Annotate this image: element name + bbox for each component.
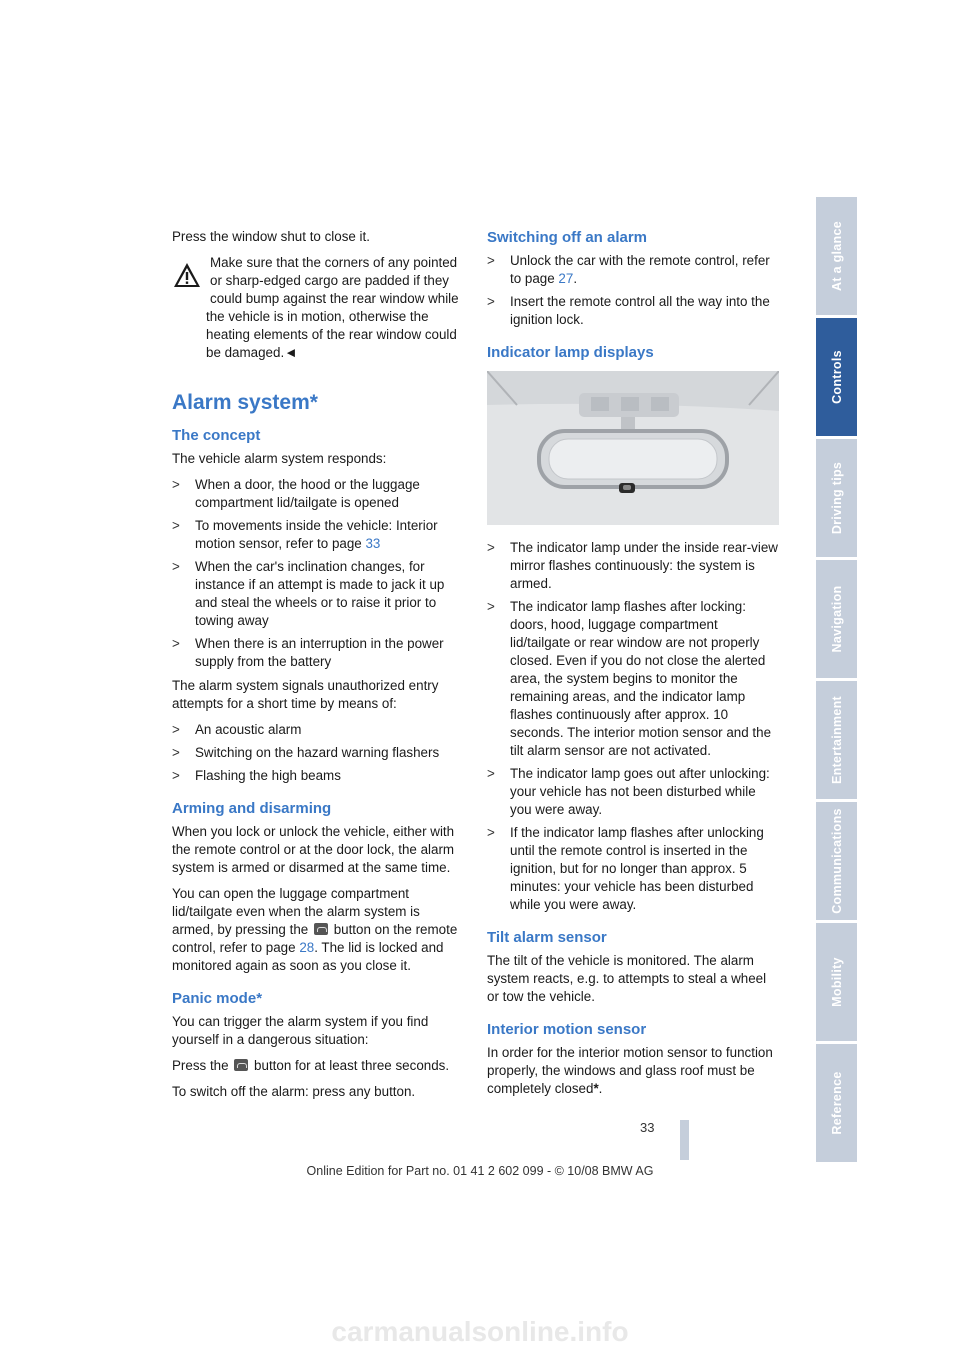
concept-list — [172, 476, 464, 671]
tilt-text: The tilt of the vehicle is monitored. The alarm system reacts, e.g. to attempts to steal a wheel or tow the vehicle. — [487, 953, 767, 1004]
arming-text-1: When you lock or unlock the vehicle, either with the remote control or at the door lock, the alarm system is armed or disarmed at the same time. — [172, 824, 455, 875]
tab-reference[interactable]: Reference — [816, 1044, 857, 1162]
warning-triangle-icon — [172, 260, 202, 290]
trunk-button-icon — [314, 923, 328, 935]
optional-star: * — [593, 1081, 599, 1096]
list-item: > The indicator lamp goes out after unlocking: your vehicle has not been disturbed while you were away. — [487, 766, 770, 817]
tab-communications[interactable]: Communications — [816, 802, 857, 920]
footer-text: Online Edition for Part no. 01 41 2 602 099 - © 10/08 BMW AG — [306, 1164, 654, 1178]
arming-text-2: You can open the luggage compartment lid/tailgate even when the alarm system is armed, by pressing the button on the remote control, refer to page 28. The lid is locked and monitored again as soon as you close it. — [172, 886, 458, 973]
tab-navigation[interactable]: Navigation — [816, 560, 857, 678]
list-item: > When a door, the hood or the luggage compartment lid/tailgate is opened — [172, 477, 420, 510]
page-link-33[interactable]: 33 — [365, 536, 381, 551]
list-item: > Insert the remote control all the way into the ignition lock. — [487, 294, 770, 327]
arming-heading: Arming and disarming — [172, 800, 332, 817]
panic-text-1: You can trigger the alarm system if you find yourself in a dangerous situation: — [172, 1014, 429, 1047]
tab-controls[interactable]: Controls — [816, 318, 857, 436]
end-marker: ◄ — [284, 345, 298, 360]
list-item: > Flashing the high beams — [172, 768, 341, 783]
right-column — [487, 228, 779, 1106]
list-item: > Switching on the hazard warning flashers — [172, 745, 440, 760]
page-link-28[interactable]: 28 — [299, 940, 315, 955]
panic-text-2: Press the button for at least three seconds. — [172, 1058, 450, 1073]
page-number: 33 — [640, 1120, 655, 1135]
list-item: > Unlock the car with the remote control, refer to page 27. — [487, 253, 770, 286]
intro-text: Press the window shut to close it. — [172, 229, 370, 244]
left-column — [172, 228, 464, 1109]
indicator-list — [487, 539, 779, 914]
list-item: > The indicator lamp under the inside rear-view mirror flashes continuously: the system is armed. — [487, 540, 778, 591]
page-marker-bar — [680, 1120, 689, 1160]
tab-at-a-glance[interactable]: At a glance — [816, 197, 857, 315]
switching-off-heading: Switching off an alarm — [487, 229, 648, 246]
tilt-heading: Tilt alarm sensor — [487, 929, 607, 946]
rearview-mirror-photo — [487, 371, 779, 525]
concept-intro: The vehicle alarm system responds: — [172, 451, 387, 466]
tab-entertainment[interactable]: Entertainment — [816, 681, 857, 799]
list-item: > When there is an interruption in the power supply from the battery — [172, 636, 444, 669]
warning-text: Make sure that the corners of any pointed or sharp-edged cargo are padded if they could bump against the rear window while the vehicle is in motion, otherwise the heating elements of the rear window could be damaged.◄ — [206, 255, 459, 360]
alarm-system-heading: Alarm system* — [172, 391, 318, 414]
list-item: > An acoustic alarm — [172, 722, 302, 737]
switch-list — [487, 252, 779, 329]
indicator-heading: Indicator lamp displays — [487, 344, 654, 361]
concept-heading: The concept — [172, 427, 261, 444]
tab-driving-tips[interactable]: Driving tips — [816, 439, 857, 557]
signals-intro: The alarm system signals unauthorized entry attempts for a short time by means of: — [172, 678, 439, 711]
list-item: > To movements inside the vehicle: Interior motion sensor, refer to page 33 — [172, 518, 438, 551]
tab-mobility[interactable]: Mobility — [816, 923, 857, 1041]
watermark: carmanualsonline.info — [331, 1316, 629, 1347]
warning-block — [172, 254, 464, 362]
page-link-27[interactable]: 27 — [558, 271, 574, 286]
motion-text: In order for the interior motion sensor to function properly, the windows and glass roof must be completely closed*. — [487, 1045, 773, 1096]
chapter-tabs — [816, 197, 857, 1165]
list-item: > When the car's inclination changes, for instance if an attempt is made to jack it up and steal the wheels or to raise it prior to towing away — [172, 559, 445, 628]
motion-heading: Interior motion sensor — [487, 1021, 647, 1038]
panic-heading: Panic mode* — [172, 990, 263, 1007]
panic-button-icon — [234, 1059, 248, 1071]
signal-list — [172, 721, 464, 785]
panic-text-3: To switch off the alarm: press any button. — [172, 1084, 416, 1099]
list-item: > If the indicator lamp flashes after unlocking until the remote control is inserted in the ignition, but for no longer than approx. 5 minutes: your vehicle has been disturbed while you were away. — [487, 825, 764, 912]
list-item: > The indicator lamp flashes after locking: doors, hood, luggage compartment lid/tailgate or rear window are not properly closed. Even if you do not close the alerted area, the system begins to monitor the remaining areas, and the indicator lamp flashes continuously after approx. 10 seconds. The interior motion sensor and the tilt alarm sensor are not activated. — [487, 599, 772, 758]
